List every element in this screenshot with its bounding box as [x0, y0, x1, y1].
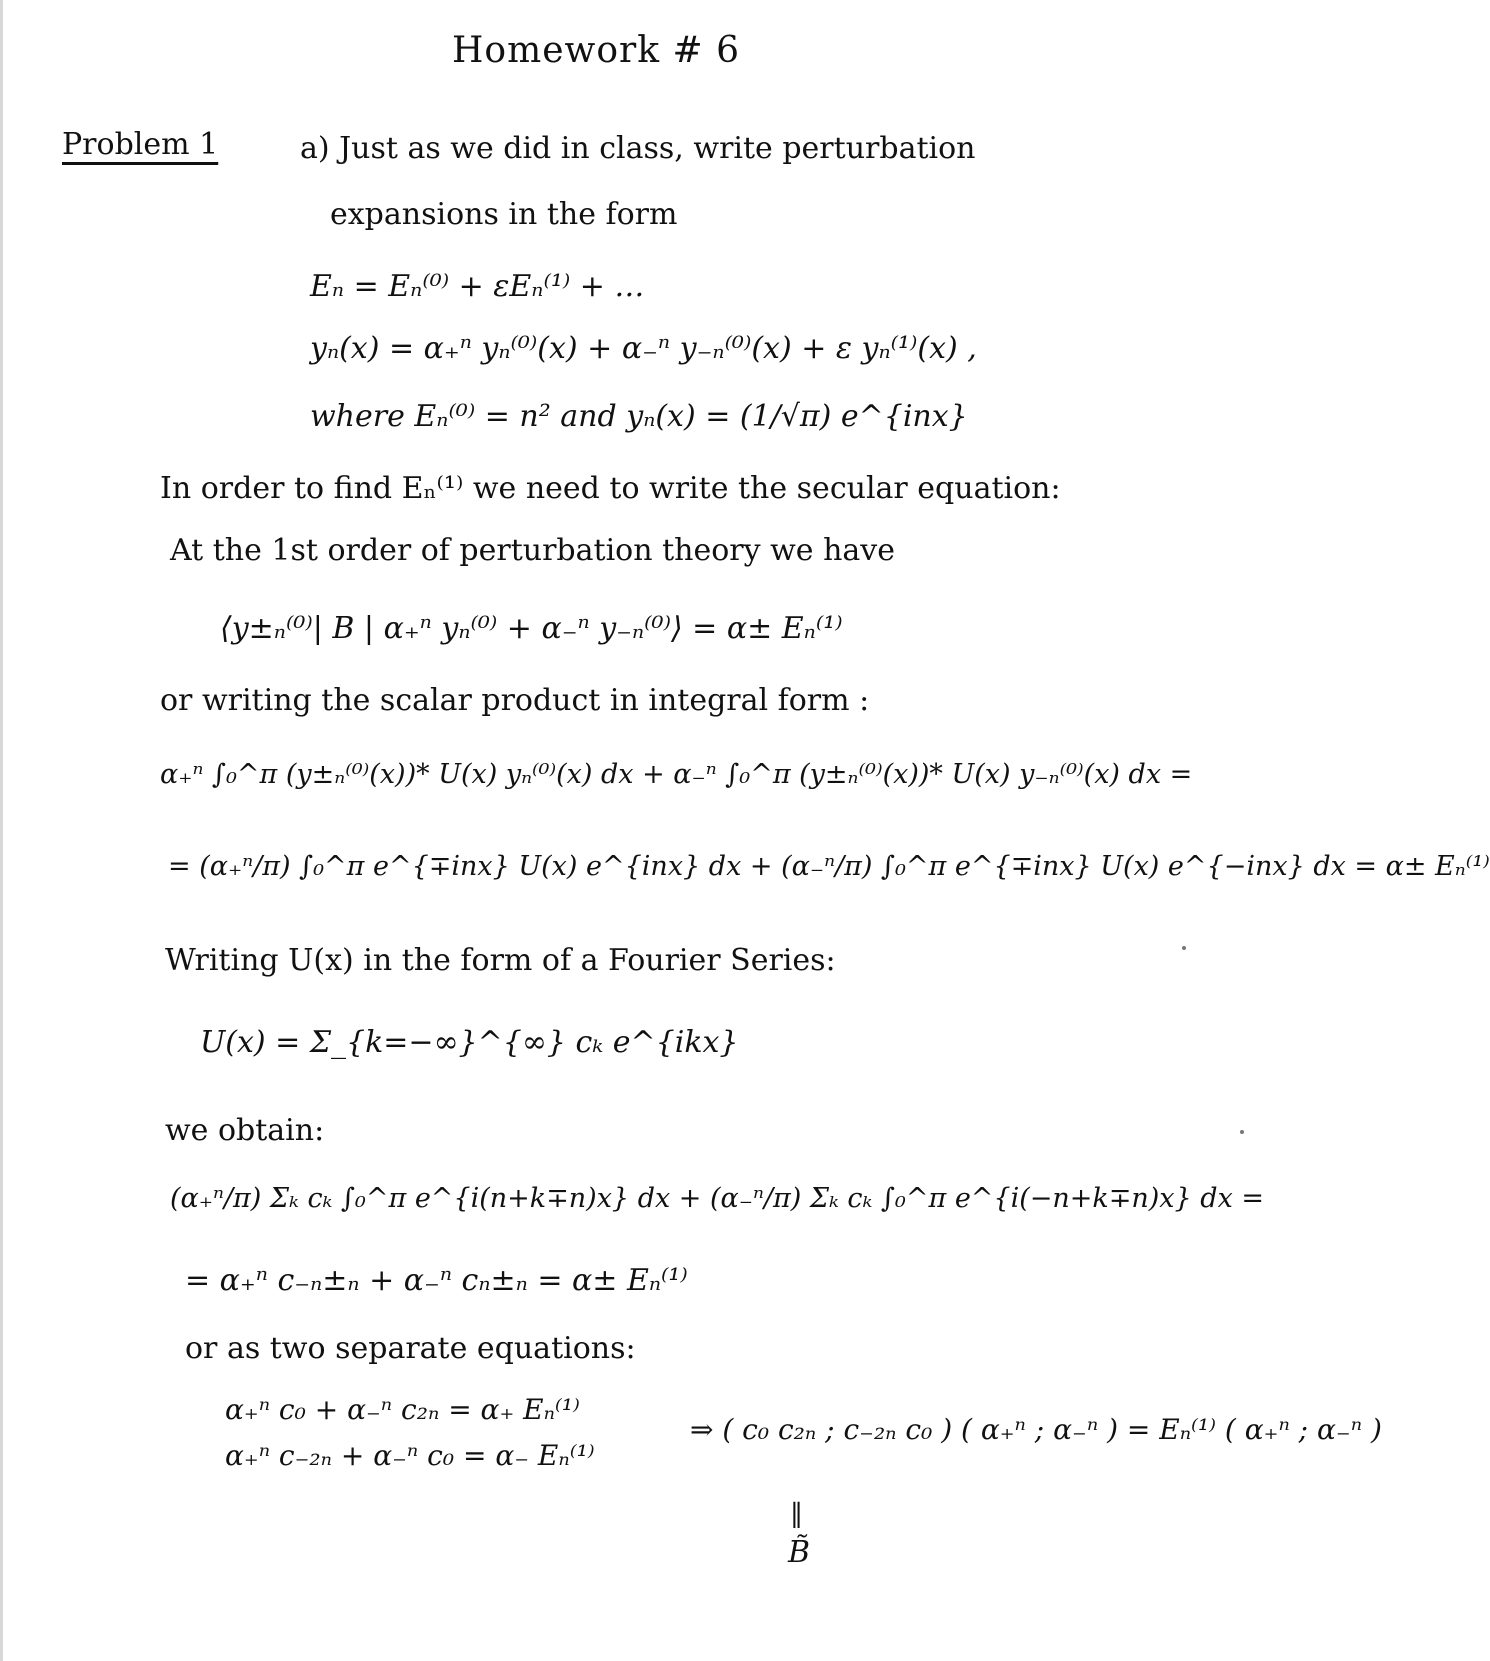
equation-wavefunction: yₙ(x) = α₊ⁿ yₙ⁽⁰⁾(x) + α₋ⁿ y₋ₙ⁽⁰⁾(x) + ε yₙ⁽¹⁾(x) ,: [310, 331, 977, 366]
line-where: where Eₙ⁽⁰⁾ = n² and yₙ(x) = (1/√π) e^{inx}: [310, 399, 968, 434]
problem-label: Problem 1: [62, 127, 219, 162]
equation-fourier: U(x) = Σ_{k=−∞}^{∞} cₖ e^{ikx}: [200, 1025, 739, 1060]
line-scalar-product: or writing the scalar product in integral form :: [160, 683, 870, 718]
line-two-equations: or as two separate equations:: [185, 1331, 636, 1366]
scan-speck: [1240, 1130, 1244, 1134]
equation-coefficients: = α₊ⁿ c₋ₙ±ₙ + α₋ⁿ cₙ±ₙ = α± Eₙ⁽¹⁾: [185, 1263, 688, 1298]
equation-system-1: α₊ⁿ c₀ + α₋ⁿ c₂ₙ = α₊ Eₙ⁽¹⁾: [225, 1393, 580, 1426]
equals-vertical: ‖: [790, 1499, 803, 1529]
equation-matrix: ⇒ ( c₀ c₂ₙ ; c₋₂ₙ c₀ ) ( α₊ⁿ ; α₋ⁿ ) = Eₙ⁽¹⁾ ( α₊ⁿ ; α₋ⁿ ): [690, 1413, 1382, 1446]
page-title: Homework # 6: [452, 30, 740, 71]
line-we-obtain: we obtain:: [165, 1113, 325, 1148]
equation-energy: Eₙ = Eₙ⁽⁰⁾ + εEₙ⁽¹⁾ + …: [310, 269, 645, 304]
line-secular: In order to find Eₙ⁽¹⁾ we need to write the secular equation:: [160, 471, 1061, 506]
line-2: expansions in the form: [330, 197, 678, 232]
equation-sum-integral: (α₊ⁿ/π) Σₖ cₖ ∫₀^π e^{i(n+k∓n)x} dx + (α₋ⁿ/π) Σₖ cₖ ∫₀^π e^{i(−n+k∓n)x} dx =: [170, 1183, 1265, 1214]
equation-braket: ⟨y±ₙ⁽⁰⁾| B | α₊ⁿ yₙ⁽⁰⁾ + α₋ⁿ y₋ₙ⁽⁰⁾⟩ = α± Eₙ⁽¹⁾: [220, 611, 843, 646]
scan-edge: [0, 0, 3, 1661]
line-1: a) Just as we did in class, write perturbation: [300, 131, 976, 166]
equation-system-2: α₊ⁿ c₋₂ₙ + α₋ⁿ c₀ = α₋ Eₙ⁽¹⁾: [225, 1439, 595, 1472]
line-fourier: Writing U(x) in the form of a Fourier Series:: [165, 943, 836, 978]
line-first-order: At the 1st order of perturbation theory we have: [170, 533, 895, 568]
scan-speck: [1182, 946, 1186, 950]
equation-integral-1: α₊ⁿ ∫₀^π (y±ₙ⁽⁰⁾(x))* U(x) yₙ⁽⁰⁾(x) dx + α₋ⁿ ∫₀^π (y±ₙ⁽⁰⁾(x))* U(x) y₋ₙ⁽⁰⁾(x) dx =: [160, 759, 1193, 790]
matrix-b-tilde: B̃: [788, 1535, 811, 1570]
equation-integral-2: = (α₊ⁿ/π) ∫₀^π e^{∓inx} U(x) e^{inx} dx + (α₋ⁿ/π) ∫₀^π e^{∓inx} U(x) e^{−inx} dx = α± Eₙ⁽¹⁾: [168, 851, 1490, 882]
